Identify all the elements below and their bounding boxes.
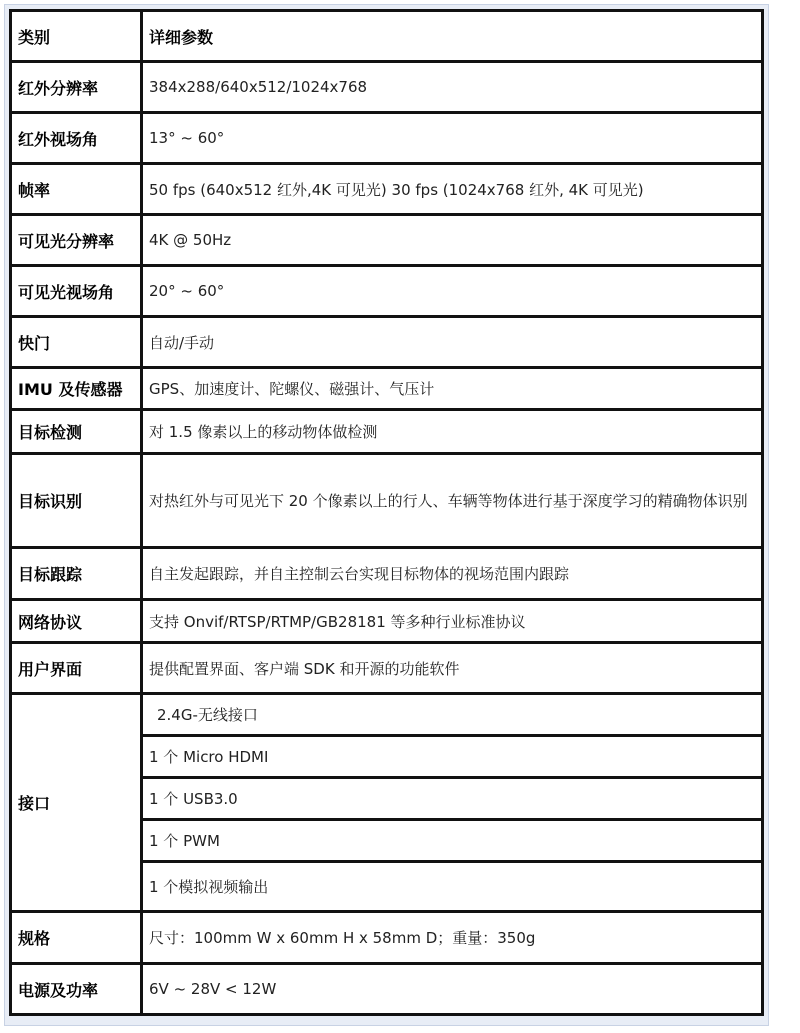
table-row [11, 62, 763, 113]
row-value: 50 fps (640x512 红外,4K 可见光) 30 fps (1024x768 红外, 4K 可见光) [142, 164, 763, 215]
row-value: 20° ~ 60° [142, 266, 763, 317]
table-row [11, 317, 763, 368]
table-row [11, 215, 763, 266]
interface-row [11, 694, 763, 736]
row-label: 红外分辨率 [11, 62, 142, 113]
table-row [11, 410, 763, 454]
row-value: 对 1.5 像素以上的移动物体做检测 [142, 410, 763, 454]
interface-item: 2.4G-无线接口 [142, 694, 763, 736]
row-value: GPS、加速度计、陀螺仪、磁强计、气压计 [142, 368, 763, 410]
table-header-row [11, 11, 763, 62]
table-row [11, 964, 763, 1015]
row-value: 6V ~ 28V < 12W [142, 964, 763, 1015]
row-value: 提供配置界面、客户端 SDK 和开源的功能软件 [142, 643, 763, 694]
header-details: 详细参数 [142, 11, 763, 62]
table-row [11, 113, 763, 164]
row-value: 尺寸：100mm W x 60mm H x 58mm D；重量：350g [142, 912, 763, 964]
interface-label: 接口 [11, 694, 142, 912]
row-label: 可见光视场角 [11, 266, 142, 317]
table-row [11, 548, 763, 600]
row-value: 自动/手动 [142, 317, 763, 368]
row-label: 可见光分辨率 [11, 215, 142, 266]
interface-item: 1 个 Micro HDMI [142, 736, 763, 778]
row-label: 目标识别 [11, 454, 142, 548]
row-label: 红外视场角 [11, 113, 142, 164]
table-row [11, 164, 763, 215]
row-label: 用户界面 [11, 643, 142, 694]
row-value: 13° ~ 60° [142, 113, 763, 164]
row-label: 快门 [11, 317, 142, 368]
row-label: 电源及功率 [11, 964, 142, 1015]
table-row [11, 266, 763, 317]
header-category: 类别 [11, 11, 142, 62]
row-value: 384x288/640x512/1024x768 [142, 62, 763, 113]
table-row [11, 912, 763, 964]
table-row [11, 454, 763, 548]
interface-item: 1 个模拟视频输出 [142, 862, 763, 912]
interface-item: 1 个 USB3.0 [142, 778, 763, 820]
interface-item: 1 个 PWM [142, 820, 763, 862]
row-label: 目标检测 [11, 410, 142, 454]
row-label: 帧率 [11, 164, 142, 215]
table-row [11, 643, 763, 694]
row-value: 4K @ 50Hz [142, 215, 763, 266]
row-value: 自主发起跟踪，并自主控制云台实现目标物体的视场范围内跟踪 [142, 548, 763, 600]
row-label: 网络协议 [11, 600, 142, 643]
row-label: 目标跟踪 [11, 548, 142, 600]
table-row [11, 600, 763, 643]
row-value: 对热红外与可见光下 20 个像素以上的行人、车辆等物体进行基于深度学习的精确物体识别 [142, 454, 763, 548]
row-label: IMU 及传感器 [11, 368, 142, 410]
table-row [11, 368, 763, 410]
spec-table [9, 9, 764, 1016]
row-value: 支持 Onvif/RTSP/RTMP/GB28181 等多种行业标准协议 [142, 600, 763, 643]
row-label: 规格 [11, 912, 142, 964]
